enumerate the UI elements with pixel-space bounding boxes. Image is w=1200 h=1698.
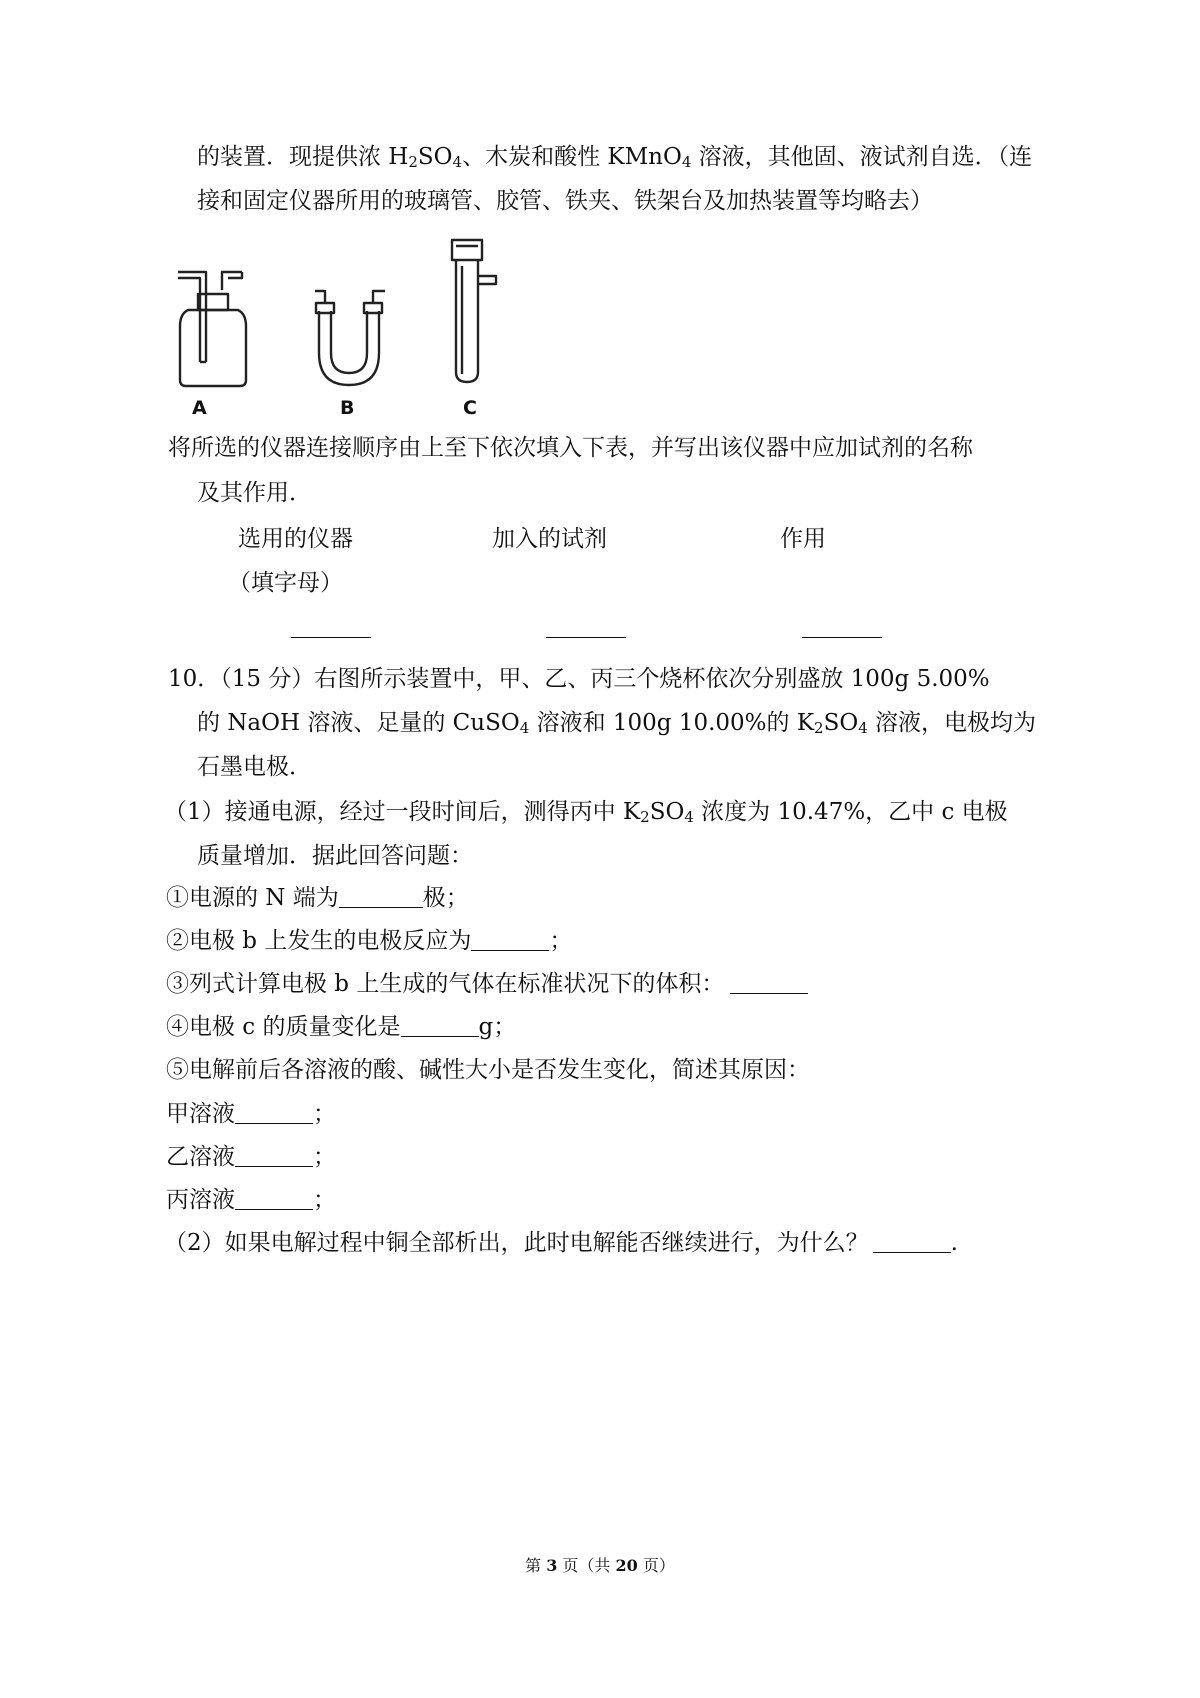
answer-blank-n-terminal[interactable]	[339, 885, 423, 908]
table-header-apparatus-hint: （填字母）	[228, 570, 343, 596]
q10-sub1: ①电源的 N 端为 极；	[166, 885, 469, 911]
apparatus-label-a: A	[192, 397, 207, 419]
intro-line-2: 接和固定仪器所用的玻璃管、胶管、铁夹、铁架台及加热装置等均略去）	[197, 188, 933, 214]
q10-line-2: 的 NaOH 溶液、足量的 CuSO$_4$ 溶液和 100g 10.00%的 $K_2SO_4$ 溶液，电极均为	[197, 710, 1037, 737]
q10-sub2: ②电极 b 上发生的电极反应为 ；	[166, 928, 573, 954]
apparatus-c-side-arm-tube	[440, 236, 510, 386]
intro-line-1: 的装置．现提供浓 $H_2SO_4$、木炭和酸性 KMnO$_4$ 溶液，其他固、液试剂自选．（连	[197, 144, 1033, 171]
q10-part2: （2）如果电解过程中铜全部析出，此时电解能否继续进行，为什么？ .	[164, 1230, 958, 1256]
table-blank-purpose[interactable]	[802, 636, 882, 638]
instruction-line-2: 及其作用．	[197, 480, 312, 506]
q10-sub4: ④电极 c 的质量变化是 g；	[166, 1014, 517, 1040]
q10-part1-line-1: （1）接通电源，经过一段时间后，测得丙中 $K_2SO_4$ 浓度为 10.47%，乙中 c 电极	[164, 799, 1008, 826]
q10-sub3: ③列式计算电极 b 上生成的气体在标准状况下的体积：	[166, 969, 808, 999]
table-blank-apparatus[interactable]	[291, 636, 371, 638]
q10-sub5: ⑤电解前后各溶液的酸、碱性大小是否发生变化，简述其原因：	[166, 1057, 810, 1083]
apparatus-a-bottle	[170, 262, 260, 392]
answer-blank-jia[interactable]	[235, 1101, 313, 1124]
q10-solution-yi: 乙溶液 ；	[166, 1144, 336, 1170]
q10-solution-bing: 丙溶液 ；	[166, 1187, 336, 1213]
answer-blank-part2[interactable]	[873, 1230, 951, 1253]
table-header-apparatus: 选用的仪器	[238, 526, 353, 552]
answer-blank-electrode-b-reaction[interactable]	[471, 928, 549, 951]
table-header-purpose: 作用	[780, 526, 826, 552]
answer-blank-yi[interactable]	[235, 1144, 313, 1167]
table-header-reagent: 加入的试剂	[492, 526, 607, 552]
page-footer: 第 3 页（共 20 页）	[525, 1556, 675, 1575]
apparatus-label-b: B	[340, 397, 355, 419]
q10-line-1: 10．（15 分）右图所示装置中，甲、乙、丙三个烧杯依次分别盛放 100g 5.00%	[168, 666, 990, 692]
apparatus-label-c: C	[463, 397, 477, 419]
q10-part1-line-2: 质量增加．据此回答问题：	[197, 843, 473, 869]
table-blank-reagent[interactable]	[546, 636, 626, 638]
answer-blank-mass-change[interactable]	[401, 1014, 479, 1037]
answer-blank-bing[interactable]	[235, 1187, 313, 1210]
instruction-line-1: 将所选的仪器连接顺序由上至下依次填入下表，并写出该仪器中应加试剂的名称	[168, 435, 973, 461]
q10-solution-jia: 甲溶液 ；	[166, 1101, 336, 1127]
apparatus-b-u-tube	[305, 285, 395, 395]
q10-line-3: 石墨电极．	[197, 754, 312, 780]
answer-blank-gas-volume[interactable]	[730, 971, 808, 994]
